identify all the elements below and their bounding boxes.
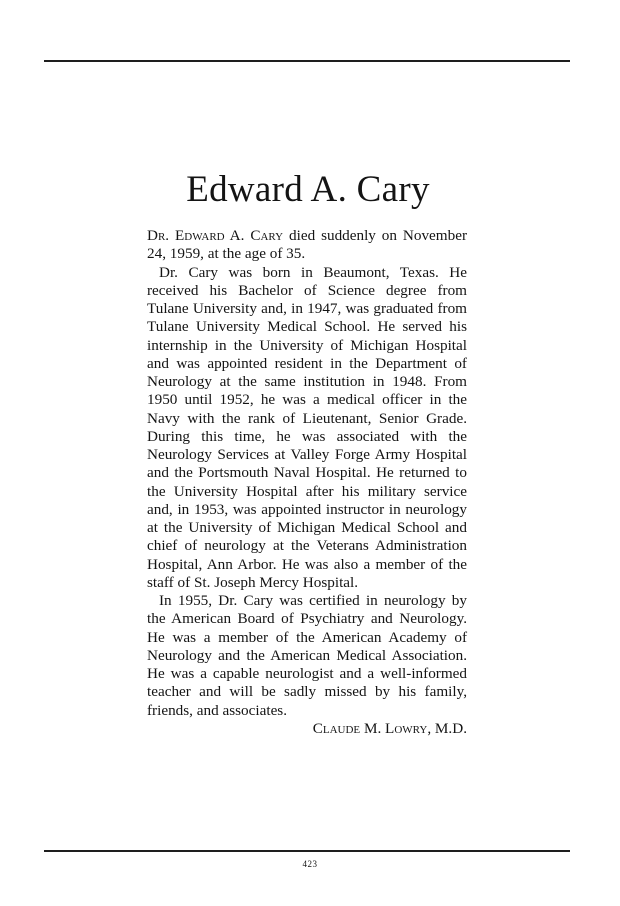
- author-name: Claude M. Lowry: [312, 719, 428, 737]
- intro-paragraph: [147, 227, 467, 264]
- career-paragraph: In 1955, Dr. Cary was certified in neurology by the American Board of Psychiatry and Neurology. He was a member of the American Academy of Neurology and the American Medical Association. He was a capable neurologist and a well-informed teacher and will be sadly missed by his family, friends, and associates.: [147, 592, 467, 719]
- bottom-rule: [44, 850, 570, 852]
- deceased-name: Dr. Edward A. Cary: [147, 227, 284, 244]
- author-signature: [147, 720, 467, 738]
- page-number: 423: [302, 859, 318, 869]
- page-title: Edward A. Cary: [186, 169, 430, 210]
- biography-paragraph: Dr. Cary was born in Beaumont, Texas. He received his Bachelor of Science degree from Tulane University and, in 1947, was graduated from Tulane University Medical School. He served his internship in the University of Michigan Hospital and was appointed resident in the Department of Neurology at the same institution in 1948. From 1950 until 1952, he was a medical officer in the Navy with the rank of Lieutenant, Senior Grade. During this time, he was associated with the Neurology Services at Valley Forge Army Hospital and the Portsmouth Naval Hospital. He returned to the University Hospital after his military service and, in 1953, was appointed instructor in neurology at the University of Michigan Medical School and chief of neurology at the Veterans Administration Hospital, Ann Arbor. He was also a member of the staff of St. Joseph Mercy Hospital.: [147, 263, 467, 591]
- top-rule: [44, 60, 570, 62]
- intro-text: died suddenly on November 24, 1959, at the age of 35.: [147, 227, 468, 263]
- obituary-body: [147, 227, 467, 738]
- author-suffix: , M.D.: [427, 719, 467, 737]
